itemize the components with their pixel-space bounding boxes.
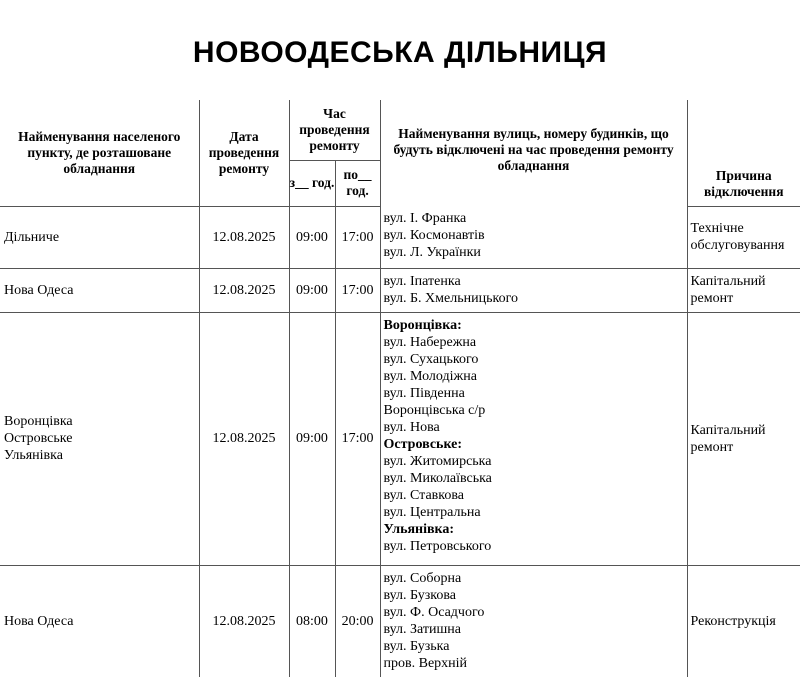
location-name: Воронцівка <box>4 414 73 429</box>
cell-date: 12.08.2025 <box>199 206 289 268</box>
header-streets: Найменування вулиць, номеру будинків, що будуть відключені на час проведення ремонту обладнання <box>380 100 687 206</box>
street-item: вул. Ставкова <box>383 487 465 503</box>
header-date: Дата проведення ремонту <box>199 100 289 206</box>
cell-streets <box>380 268 687 312</box>
table-row <box>0 206 800 268</box>
location-name: Островське <box>4 431 73 446</box>
cell-time-to: 17:00 <box>335 312 380 565</box>
header-location: Найменування населеного пункту, де розташоване обладнання <box>0 100 199 206</box>
street-item: вул. Бузкова <box>383 587 456 603</box>
street-group-label: Воронцівка: <box>383 317 462 333</box>
cell-time-to: 17:00 <box>335 206 380 268</box>
street-item: вул. Космонавтів <box>383 228 485 243</box>
header-reason: Причина відключення <box>687 100 800 206</box>
cell-location <box>0 312 199 565</box>
cell-reason: Капітальний ремонт <box>687 268 800 312</box>
outage-schedule-table <box>0 100 800 677</box>
table-body <box>0 206 800 677</box>
street-item: вул. Л. Українки <box>383 245 481 260</box>
street-item: вул. Соборна <box>383 570 462 586</box>
cell-streets <box>380 312 687 565</box>
cell-time-from: 09:00 <box>289 206 335 268</box>
street-item: вул. І. Франка <box>383 211 467 226</box>
street-item: вул. Сухацького <box>383 351 479 367</box>
header-time-from: з__ год. <box>289 160 335 206</box>
location-name: Ульянівка <box>4 448 63 463</box>
cell-date: 12.08.2025 <box>199 565 289 677</box>
street-item: вул. Нова <box>383 419 440 435</box>
table-row <box>0 565 800 677</box>
cell-streets <box>380 565 687 677</box>
header-time: Час проведення ремонту <box>289 100 380 160</box>
table-row <box>0 312 800 565</box>
header-time-to: по__ год. <box>335 160 380 206</box>
cell-location <box>0 565 199 677</box>
location-name: Нова Одеса <box>4 282 74 298</box>
street-item: вул. Житомирська <box>383 453 492 469</box>
street-item: вул. Центральна <box>383 504 481 520</box>
street-item: вул. Миколаївська <box>383 470 492 486</box>
cell-time-from: 09:00 <box>289 268 335 312</box>
cell-reason: Реконструкція <box>690 613 776 629</box>
street-item: вул. Молодіжна <box>383 368 477 384</box>
street-item: Воронцівська с/р <box>383 402 486 418</box>
street-group-label: Ульянівка: <box>383 521 455 537</box>
location-name: Нова Одеса <box>4 613 74 629</box>
cell-location <box>0 206 199 268</box>
cell-date: 12.08.2025 <box>199 312 289 565</box>
cell-location <box>0 268 199 312</box>
street-group-label: Островське: <box>383 436 463 452</box>
cell-time-from: 09:00 <box>289 312 335 565</box>
cell-time-to: 20:00 <box>335 565 380 677</box>
table-row <box>0 268 800 312</box>
street-item: вул. Ф. Осадчого <box>383 604 485 620</box>
page-title: НОВООДЕСЬКА ДІЛЬНИЦЯ <box>192 36 608 69</box>
street-item: пров. Верхній <box>383 655 468 671</box>
street-item: вул. Петровського <box>383 538 492 554</box>
street-item: вул. Набережна <box>383 334 477 350</box>
cell-date: 12.08.2025 <box>199 268 289 312</box>
street-item: вул. Бузька <box>383 638 450 654</box>
street-item: вул. Б. Хмельницького <box>383 290 518 306</box>
cell-streets <box>380 206 687 268</box>
cell-time-to: 17:00 <box>335 268 380 312</box>
street-item: вул. Затишна <box>383 621 461 637</box>
street-item: вул. Іпатенка <box>383 273 461 289</box>
location-name: Дільниче <box>4 229 60 245</box>
cell-reason: Капітальний ремонт <box>687 312 800 565</box>
cell-time-from: 08:00 <box>289 565 335 677</box>
cell-reason: Технічне обслуговування <box>687 206 800 268</box>
street-item: вул. Південна <box>383 385 465 401</box>
